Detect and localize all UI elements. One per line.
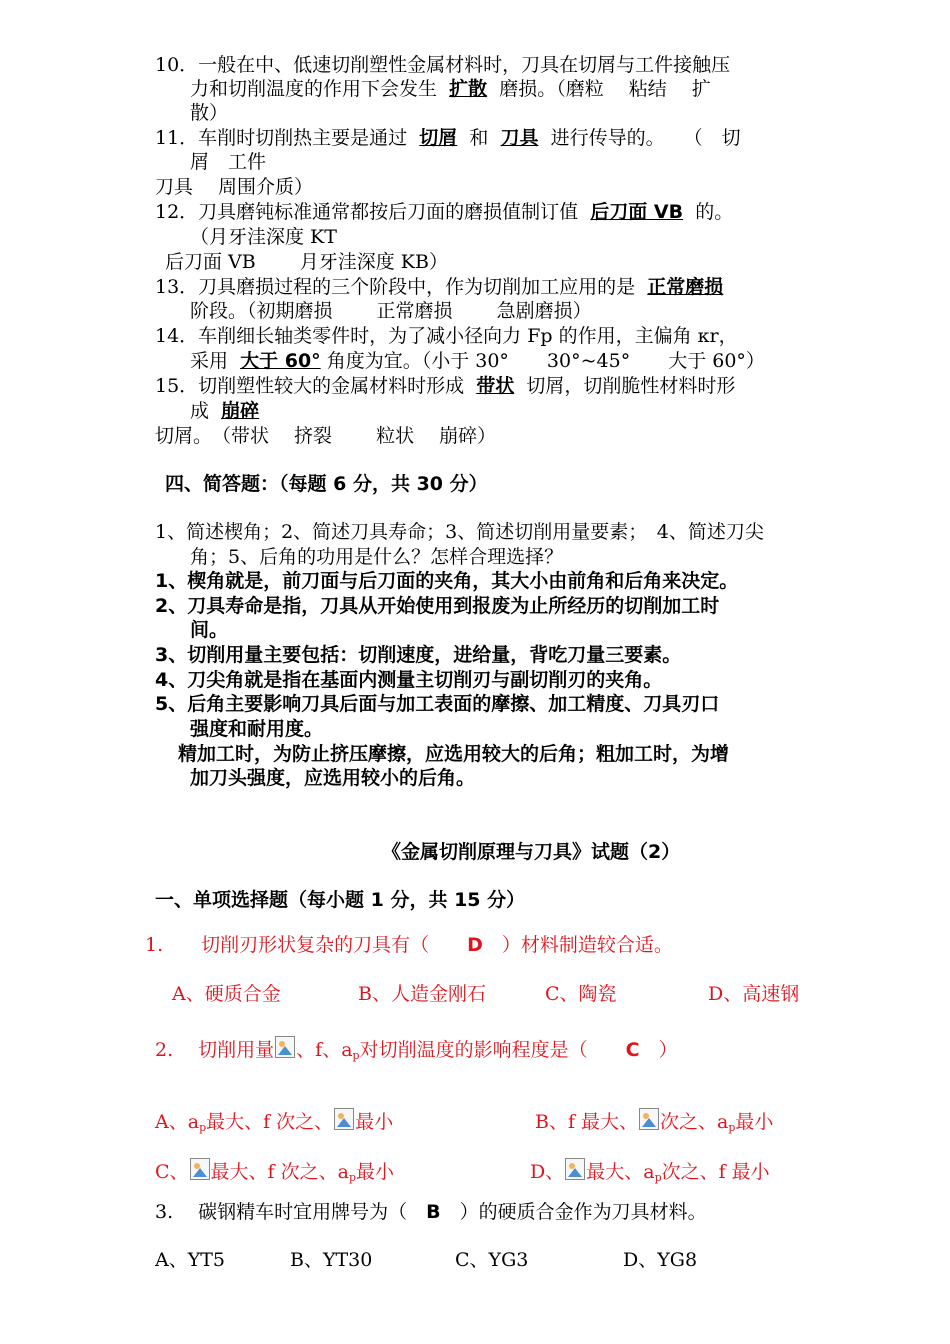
answer-5: 5、后角主要影响刀具后面与加工表面的摩擦、加工精度、刀具刃口: [155, 693, 720, 715]
mc1-answer: D: [467, 934, 483, 956]
q15-line2: 成 崩碎: [190, 400, 260, 422]
mc2-option-d: D、 最大、$a_p$次之、f 最小: [530, 1158, 770, 1190]
q14-line2: 采用 大于 60° 角度为宜。（小于 30° 30°~45° 大于 60°）: [190, 350, 765, 372]
mc2-option-a: A、$a_p$最大、f 次之、 最小: [155, 1108, 393, 1140]
mc3-answer: B: [426, 1201, 441, 1223]
q10-line3: 散）: [190, 102, 229, 124]
q10-line2: 力和切削温度的作用下会发生 扩散 磨损。（磨粒 粘结 扩: [190, 78, 711, 100]
answer-4: 4、刀尖角就是指在基面内测量主切削刃与副切削刃的夹角。: [155, 669, 663, 691]
mc3-option-d: D、YG8: [623, 1249, 698, 1271]
q15-answer-1: 带状: [476, 375, 515, 397]
q11-line3: 刀具 周围介质）: [155, 176, 314, 198]
q15-line1: 15．切削塑性较大的金属材料时形成 带状 切屑，切削脆性材料时形: [155, 375, 736, 397]
broken-image-icon: [334, 1108, 354, 1130]
q13-answer: 正常磨损: [647, 276, 724, 298]
mc3-option-b: B、YT30: [290, 1249, 373, 1271]
q11-line2: 屑 工件: [190, 151, 267, 173]
q15-line3: 切屑。 （带状 挤裂 粒状 崩碎）: [155, 425, 497, 447]
q14-answer: 大于 60°: [240, 350, 321, 372]
broken-image-icon: [639, 1108, 659, 1130]
answer-3: 3、切削用量主要包括：切削速度，进给量，背吃刀量三要素。: [155, 644, 682, 666]
mc1-option-d: D、高速钢: [708, 983, 800, 1005]
section4-question-1: 1、简述楔角；2、简述刀具寿命；3、简述切削用量要素； 4、简述刀尖: [155, 521, 764, 543]
answer-1: 1、楔角就是，前刀面与后刀面的夹角，其大小由前角和后角来决定。: [155, 570, 739, 592]
mc1-option-c: C、陶瓷: [545, 983, 617, 1005]
q13-line2: 阶段。（初期磨损 正常磨损 急剧磨损）: [190, 300, 592, 322]
q12-line1: 12．刀具磨钝标准通常都按后刀面的磨损值制订值 后刀面 VB 的。: [155, 201, 734, 223]
q14-line1: 14．车削细长轴类零件时，为了减小径向力 Fp 的作用，主偏角 κr，: [155, 325, 738, 347]
q11-answer-1: 切屑: [419, 127, 458, 149]
mc3-option-a: A、YT5: [155, 1249, 226, 1271]
mc1-stem: 1. 切削刃形状复杂的刀具有（ D ）材料制造较合适。: [145, 934, 673, 956]
broken-image-icon: [275, 1036, 295, 1058]
exam2-title: 《金属切削原理与刀具》试题（2）: [382, 841, 681, 863]
answer-5-cont: 强度和耐用度。: [190, 718, 324, 740]
q11-answer-2: 刀具: [500, 127, 539, 149]
answer-5-detail: 精加工时，为防止挤压摩擦，应选用较大的后角；粗加工时，为增: [178, 743, 730, 765]
exam2-section1-title: 一、单项选择题（每小题 1 分，共 15 分）: [155, 889, 526, 911]
answer-2: 2、刀具寿命是指，刀具从开始使用到报废为止所经历的切削加工时: [155, 595, 720, 617]
section4-question-2: 角；5、后角的功用是什么？怎样合理选择？: [190, 546, 564, 568]
mc2-stem: 2. 切削用量 、f、$a_p$对切削温度的影响程度是（ C ）: [155, 1036, 678, 1068]
section4-title: 四、简答题：（每题 6 分，共 30 分）: [165, 473, 488, 495]
mc3-option-c: C、YG3: [455, 1249, 529, 1271]
q12-answer: 后刀面 VB: [590, 201, 684, 223]
broken-image-icon: [565, 1158, 585, 1180]
q10-line1: 10．一般在中、低速切削塑性金属材料时，刀具在切屑与工件接触压: [155, 54, 731, 76]
broken-image-icon: [190, 1158, 210, 1180]
mc1-option-b: B、人造金刚石: [358, 983, 486, 1005]
q15-answer-2: 崩碎: [221, 400, 260, 422]
mc2-answer: C: [625, 1039, 640, 1061]
answer-2-cont: 间。: [190, 619, 229, 641]
mc3-stem: 3. 碳钢精车时宜用牌号为（ B ）的硬质合金作为刀具材料。: [155, 1201, 707, 1223]
q10-answer: 扩散: [449, 78, 488, 100]
mc2-option-c: C、 最大、f 次之、$a_p$最小: [155, 1158, 394, 1190]
q11-line1: 11．车削时切削热主要是通过 切屑 和 刀具 进行传导的。 （ 切: [155, 127, 741, 149]
q12-line2: （月牙洼深度 KT: [190, 226, 337, 248]
mc1-option-a: A、硬质合金: [172, 983, 281, 1005]
q13-line1: 13．刀具磨损过程的三个阶段中，作为切削加工应用的是 正常磨损: [155, 276, 724, 298]
mc2-option-b: B、f 最大、 次之、$a_p$最小: [535, 1108, 773, 1140]
q12-line3: 后刀面 VB 月牙洼深度 KB）: [165, 251, 448, 273]
answer-5-detail-cont: 加刀头强度，应选用较小的后角。: [190, 767, 476, 789]
